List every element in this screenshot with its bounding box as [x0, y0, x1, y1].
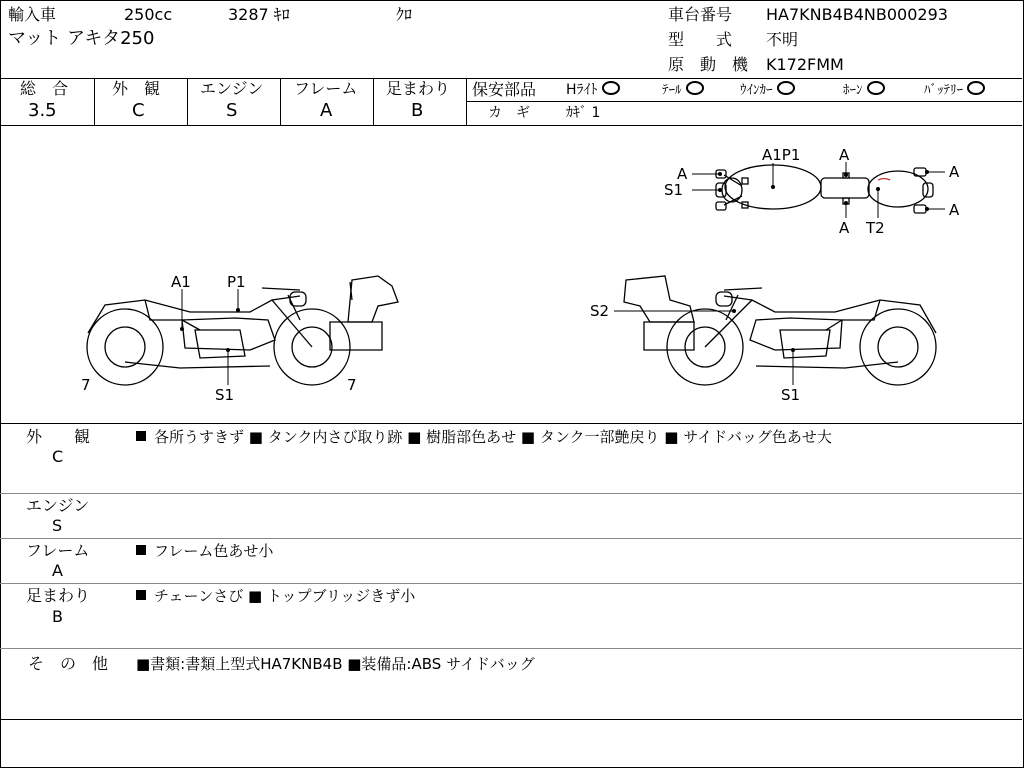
remarks-exterior-label: 外 観: [26, 427, 91, 446]
top-front-side-mark: S1: [664, 181, 684, 199]
remarks-suspension-label: 足まわり: [26, 586, 91, 605]
displacement: 250cc: [124, 5, 173, 24]
left-bottom-mark: S1: [215, 386, 235, 404]
key-label: カ ギ: [488, 105, 530, 121]
winker-item: ｳｲﾝｶｰ: [740, 81, 795, 100]
engine-code-label: 原 動 機: [668, 55, 749, 74]
top-rear-upper-mark: A: [839, 146, 850, 164]
top-rear-lower-mark: A: [839, 219, 850, 237]
overall-label: 総 合: [20, 79, 69, 98]
exterior-label: 外 観: [112, 79, 161, 98]
overall-grade: 3.5: [28, 100, 57, 121]
key-value: ｶｷﾞ 1: [566, 105, 601, 121]
remarks-suspension-text: チェーンさび ■ トップブリッジきず小: [136, 587, 415, 605]
taillight-item: ﾃｰﾙ: [662, 81, 704, 100]
top-rear-code-mark: T2: [866, 219, 885, 237]
headlight-item: Hﾗｲﾄ: [566, 81, 620, 99]
model-code: 不明: [766, 30, 799, 49]
remarks-suspension-grade: B: [52, 607, 63, 626]
horn-item: ﾎｰﾝ: [843, 81, 885, 100]
top-rear-right-bottom-mark: A: [949, 201, 960, 219]
top-rear-right-top-mark: A: [949, 163, 960, 181]
frame-grade: A: [320, 100, 333, 121]
remarks-frame-text: フレーム色あせ小: [136, 542, 273, 560]
right-bag-mark: S2: [590, 302, 610, 320]
safety-parts-label: 保安部品: [472, 80, 537, 99]
top-front-mirror-mark: A: [677, 165, 688, 183]
engine-code: K172FMM: [766, 55, 844, 74]
remarks-exterior-text: 各所うすきず ■ タンク内さび取り跡 ■ 樹脂部色あせ ■ タンク一部艶戻り ■ サイドバッグ色あせ大: [136, 428, 832, 446]
frame-label: フレーム: [294, 79, 358, 98]
frame-number: HA7KNB4B4NB000293: [766, 5, 948, 24]
suspension-grade: B: [411, 100, 424, 121]
model-code-label: 型 式: [668, 30, 733, 49]
right-bottom-mark: S1: [781, 386, 801, 404]
engine-grade: S: [226, 100, 238, 121]
remarks-frame-label: フレーム: [26, 541, 90, 560]
top-center-mark: A1P1: [762, 146, 801, 164]
frame-number-label: 車台番号: [668, 5, 733, 24]
engine-label: エンジン: [200, 79, 264, 98]
color: ｸﾛ: [396, 5, 413, 24]
remarks-exterior-grade: C: [52, 447, 64, 466]
vehicle-type: 輸入車: [8, 5, 57, 24]
left-rear-wheel-mark: 7: [347, 376, 357, 394]
left-front-wheel-mark: 7: [81, 376, 91, 394]
model-name: マット アキタ250: [8, 28, 155, 49]
exterior-grade: C: [132, 100, 145, 121]
battery-item: ﾊﾞｯﾃﾘｰ: [924, 81, 985, 100]
remarks-engine-grade: S: [52, 516, 63, 535]
remarks-other-label: そ の 他: [28, 654, 109, 673]
remarks-frame-grade: A: [52, 561, 63, 580]
remarks-engine-label: エンジン: [26, 496, 90, 515]
left-seat-mark: P1: [227, 273, 246, 291]
left-tank-mark: A1: [171, 273, 191, 291]
suspension-label: 足まわり: [386, 79, 451, 98]
remarks-other-text: ■書類:書類上型式HA7KNB4B ■装備品:ABS サイドバッグ: [136, 655, 535, 673]
mileage: 3287 ｷﾛ: [228, 5, 290, 24]
